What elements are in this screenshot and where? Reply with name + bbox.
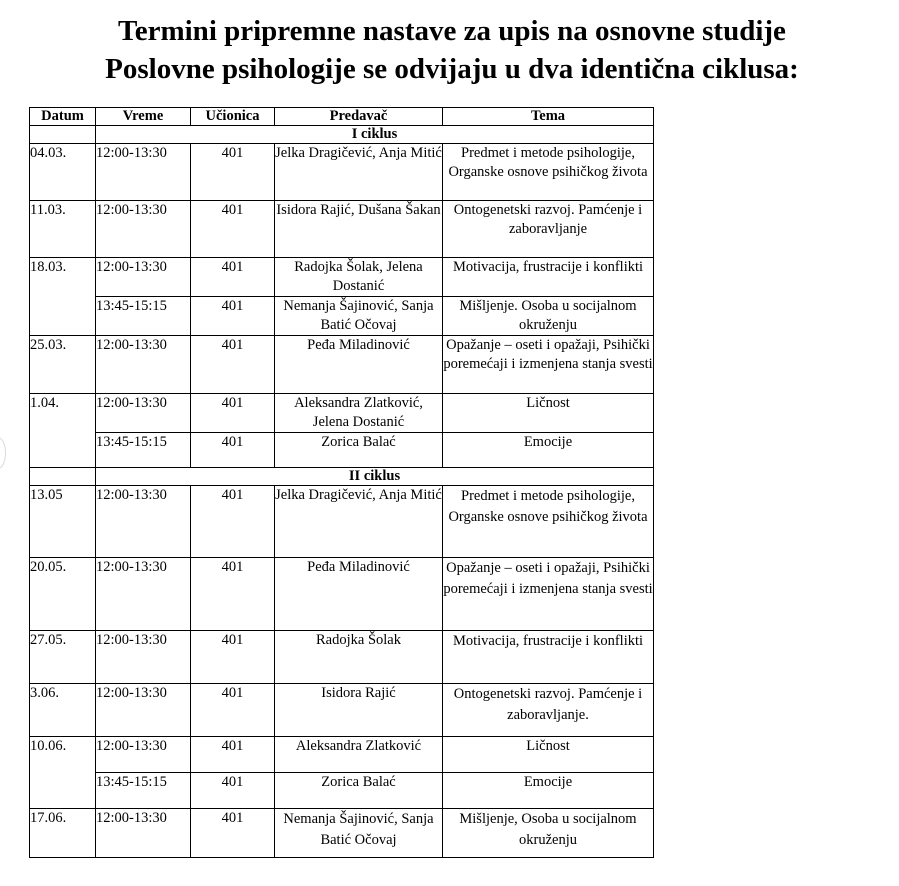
table-row — [30, 737, 654, 773]
table-row — [30, 144, 654, 201]
cell-time: 12:00-13:30 — [96, 631, 191, 684]
cycle-spacer — [30, 468, 96, 486]
cell-room: 401 — [191, 631, 275, 684]
cell-room: 401 — [191, 809, 275, 858]
table-row — [30, 809, 654, 858]
cell-room: 401 — [191, 684, 275, 737]
cell-room: 401 — [191, 737, 275, 773]
cell-topic: Motivacija, frustracije i konflikti — [443, 258, 654, 297]
cell-date: 3.06. — [30, 684, 96, 737]
cell-room: 401 — [191, 201, 275, 258]
cell-time: 13:45-15:15 — [96, 773, 191, 809]
table-header-row — [30, 108, 654, 126]
table-row — [30, 201, 654, 258]
cell-lecturer: Jelka Dragičević, Anja Mitić — [275, 486, 443, 558]
cell-date: 25.03. — [30, 336, 96, 394]
cell-lecturer: Peđa Miladinović — [275, 336, 443, 394]
cell-lecturer: Isidora Rajić — [275, 684, 443, 737]
header-tema: Tema — [443, 108, 654, 126]
title-line-2: Poslovne psihologije se odvijaju u dva identična ciklusa: — [105, 53, 799, 85]
cell-topic: Ličnost — [443, 394, 654, 433]
cell-topic: Opažanje – oseti i opažaji, Psihički poremećaji i izmenjena stanja svesti — [443, 558, 654, 631]
header-vreme: Vreme — [96, 108, 191, 126]
cell-lecturer: Zorica Balać — [275, 433, 443, 468]
cell-topic: Opažanje – oseti i opažaji, Psihički poremećaji i izmenjena stanja svesti — [443, 336, 654, 394]
cell-room: 401 — [191, 297, 275, 336]
table-row — [30, 433, 654, 468]
header-predavac: Predavač — [275, 108, 443, 126]
cell-date: 17.06. — [30, 809, 96, 858]
header-ucionica: Učionica — [191, 108, 275, 126]
cycle-spacer — [30, 126, 96, 144]
cell-lecturer: Aleksandra Zlatković — [275, 737, 443, 773]
cell-date: 20.05. — [30, 558, 96, 631]
cycle-label: I ciklus — [96, 126, 654, 144]
cell-lecturer: Peđa Miladinović — [275, 558, 443, 631]
cell-time: 12:00-13:30 — [96, 201, 191, 258]
cell-lecturer: Radojka Šolak, Jelena Dostanić — [275, 258, 443, 297]
table-row — [30, 486, 654, 558]
cell-time: 12:00-13:30 — [96, 737, 191, 773]
cycle-row — [30, 126, 654, 144]
table-row — [30, 684, 654, 737]
cell-date: 13.05 — [30, 486, 96, 558]
cell-room: 401 — [191, 558, 275, 631]
table-row — [30, 631, 654, 684]
table-row — [30, 394, 654, 433]
cell-lecturer: Zorica Balać — [275, 773, 443, 809]
cell-time: 12:00-13:30 — [96, 144, 191, 201]
cell-date: 27.05. — [30, 631, 96, 684]
cell-lecturer: Aleksandra Zlatković, Jelena Dostanić — [275, 394, 443, 433]
cell-room: 401 — [191, 486, 275, 558]
table-row — [30, 336, 654, 394]
cell-topic: Emocije — [443, 433, 654, 468]
table-row — [30, 297, 654, 336]
cell-room: 401 — [191, 394, 275, 433]
cell-lecturer: Isidora Rajić, Dušana Šakan — [275, 201, 443, 258]
cell-lecturer: Nemanja Šajinović, Sanja Batić Očovaj — [275, 297, 443, 336]
cell-time: 12:00-13:30 — [96, 394, 191, 433]
title-line-1: Termini pripremne nastave za upis na osnovne studije — [118, 15, 786, 47]
table-row — [30, 773, 654, 809]
cell-time: 12:00-13:30 — [96, 336, 191, 394]
cell-topic: Ontogenetski razvoj. Pamćenje i zaboravljanje — [443, 201, 654, 258]
schedule-table — [29, 107, 654, 858]
cell-topic: Mišljenje, Osoba u socijalnom okruženju — [443, 809, 654, 858]
cell-topic: Predmet i metode psihologije, Organske osnove psihičkog života — [443, 486, 654, 558]
cell-lecturer: Nemanja Šajinović, Sanja Batić Očovaj — [275, 809, 443, 858]
table-row — [30, 558, 654, 631]
cell-lecturer: Jelka Dragičević, Anja Mitić — [275, 144, 443, 201]
cell-room: 401 — [191, 144, 275, 201]
cell-topic: Emocije — [443, 773, 654, 809]
header-datum: Datum — [30, 108, 96, 126]
cell-room: 401 — [191, 336, 275, 394]
cell-topic: Predmet i metode psihologije, Organske osnove psihičkog života — [443, 144, 654, 201]
cell-topic: Ontogenetski razvoj. Pamćenje i zaboravljanje. — [443, 684, 654, 737]
cell-topic: Ličnost — [443, 737, 654, 773]
cell-room: 401 — [191, 773, 275, 809]
cell-lecturer: Radojka Šolak — [275, 631, 443, 684]
cell-time: 12:00-13:30 — [96, 684, 191, 737]
cycle-row — [30, 468, 654, 486]
cell-room: 401 — [191, 433, 275, 468]
cell-time: 13:45-15:15 — [96, 433, 191, 468]
table-row — [30, 258, 654, 297]
cell-time: 12:00-13:30 — [96, 258, 191, 297]
cell-time: 13:45-15:15 — [96, 297, 191, 336]
cycle-label: II ciklus — [96, 468, 654, 486]
page-title — [0, 12, 899, 88]
cell-time: 12:00-13:30 — [96, 486, 191, 558]
cell-date: 10.06. — [30, 737, 96, 809]
cell-date: 04.03. — [30, 144, 96, 201]
cell-room: 401 — [191, 258, 275, 297]
cell-topic: Mišljenje. Osoba u socijalnom okruženju — [443, 297, 654, 336]
cell-date: 1.04. — [30, 394, 96, 468]
cell-time: 12:00-13:30 — [96, 809, 191, 858]
cell-topic: Motivacija, frustracije i konflikti — [443, 631, 654, 684]
cell-date: 18.03. — [30, 258, 96, 336]
cell-date: 11.03. — [30, 201, 96, 258]
cell-time: 12:00-13:30 — [96, 558, 191, 631]
page-edge-handle — [0, 437, 6, 469]
